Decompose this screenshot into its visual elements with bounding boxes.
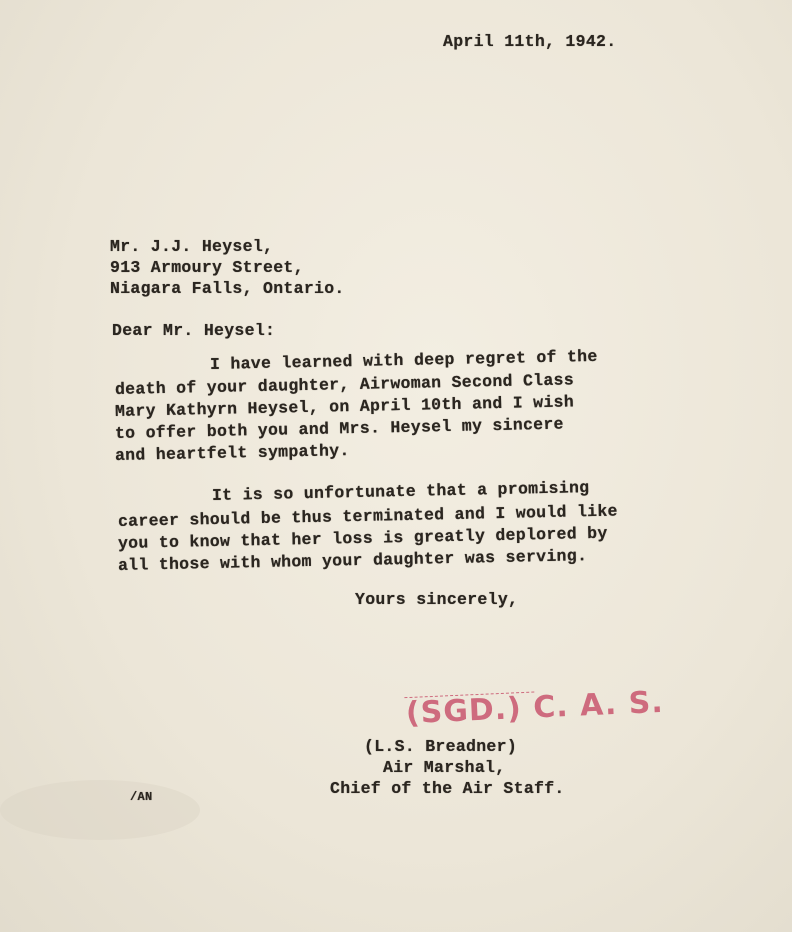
letter-date: April 11th, 1942. bbox=[443, 32, 617, 51]
paragraph1-line: Mary Kathyrn Heysel, on April 10th and I wish bbox=[114, 392, 575, 421]
typist-initials: /AN bbox=[130, 790, 153, 804]
recipient-name: Mr. J.J. Heysel, bbox=[110, 237, 274, 256]
paragraph1-line: and heartfelt sympathy. bbox=[114, 441, 350, 465]
closing: Yours sincerely, bbox=[355, 590, 519, 609]
paragraph1-line: I have learned with deep regret of the bbox=[209, 346, 598, 374]
paragraph2-line: It is so unfortunate that a promising bbox=[211, 478, 590, 505]
salutation: Dear Mr. Heysel: bbox=[112, 321, 276, 340]
recipient-street: 913 Armoury Street, bbox=[110, 258, 304, 277]
stamp-text: (SGD.) C. A. S. bbox=[405, 684, 665, 732]
paragraph1-line: death of your daughter, Airwoman Second Class bbox=[114, 370, 575, 399]
paragraph1-line: to offer both you and Mrs. Heysel my sincere bbox=[114, 414, 564, 443]
recipient-city: Niagara Falls, Ontario. bbox=[110, 279, 345, 298]
paper-stain bbox=[0, 780, 200, 840]
signatory-name: (L.S. Breadner) bbox=[364, 737, 518, 756]
signatory-title: Chief of the Air Staff. bbox=[330, 779, 565, 798]
signatory-rank: Air Marshal, bbox=[383, 758, 506, 777]
paragraph2-line: you to know that her loss is greatly deplored by bbox=[117, 523, 608, 553]
paragraph2-line: career should be thus terminated and I would like bbox=[117, 501, 618, 531]
paragraph2-line: all those with whom your daughter was serving. bbox=[117, 546, 588, 575]
